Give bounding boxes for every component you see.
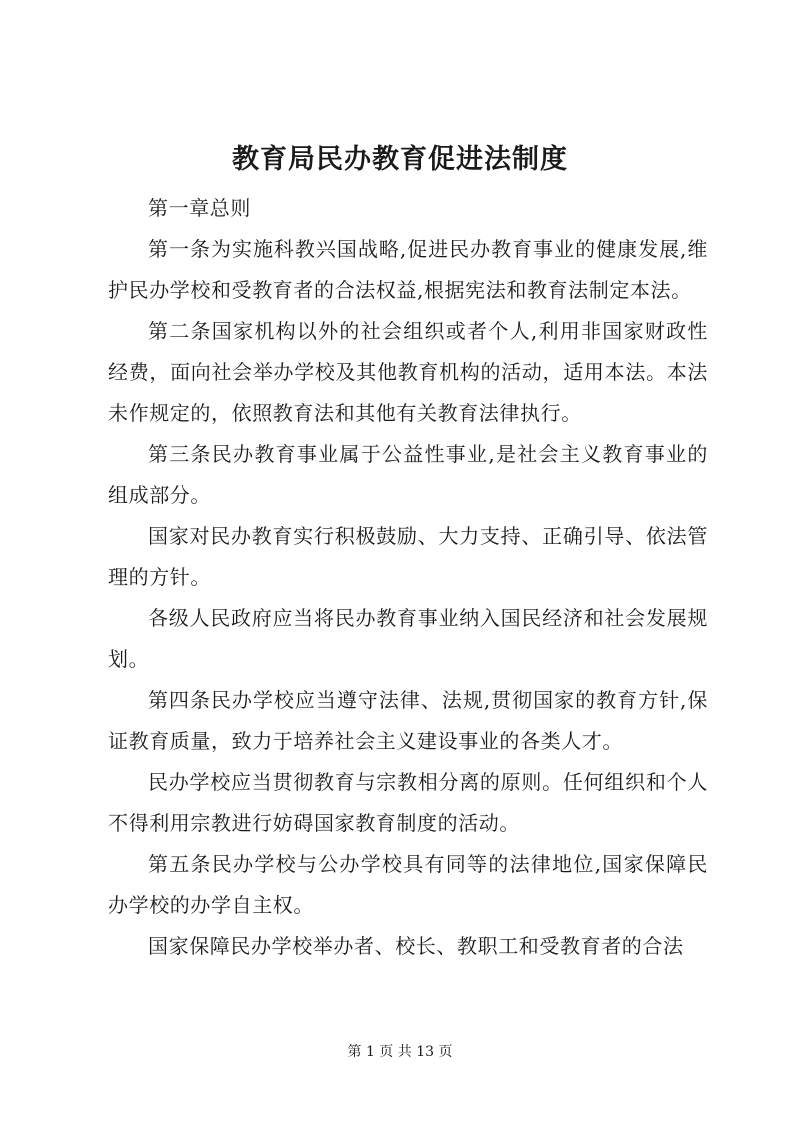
paragraph-article-2: 第二条国家机构以外的社会组织或者个人,利用非国家财政性经费，面向社会举办学校及其他教育机构的活动，适用本法。本法未作规定的，依照教育法和其他有关教育法律执行。 [108, 319, 708, 425]
document-title: 教育局民办教育促进法制度 [232, 144, 568, 175]
paragraph-article-4: 第四条民办学校应当遵守法律、法规,贯彻国家的教育方针,保证教育质量，致力于培养社会主义建设事业的各类人才。 [108, 688, 708, 753]
paragraph-religion: 民办学校应当贯彻教育与宗教相分离的原则。任何组织和个人不得利用宗教进行妨碍国家教育制度的活动。 [108, 770, 708, 835]
paragraph-article-1: 第一条为实施科教兴国战略,促进民办教育事业的健康发展,维护民办学校和受教育者的合法权益,根据宪法和教育法制定本法。 [108, 237, 708, 302]
paragraph-planning: 各级人民政府应当将民办教育事业纳入国民经济和社会发展规划。 [108, 606, 708, 671]
paragraph-article-5: 第五条民办学校与公办学校具有同等的法律地位,国家保障民办学校的办学自主权。 [108, 852, 708, 917]
paragraph-article-3: 第三条民办教育事业属于公益性事业,是社会主义教育事业的组成部分。 [108, 442, 708, 507]
page-number-footer: 第 1 页 共 13 页 [347, 1044, 453, 1060]
paragraph-chapter-heading: 第一章总则 [148, 196, 251, 220]
paragraph-rights: 国家保障民办学校举办者、校长、教职工和受教育者的合法 [148, 934, 684, 958]
paragraph-policy: 国家对民办教育实行积极鼓励、大力支持、正确引导、依法管理的方针。 [108, 524, 708, 589]
document-body [108, 188, 708, 967]
